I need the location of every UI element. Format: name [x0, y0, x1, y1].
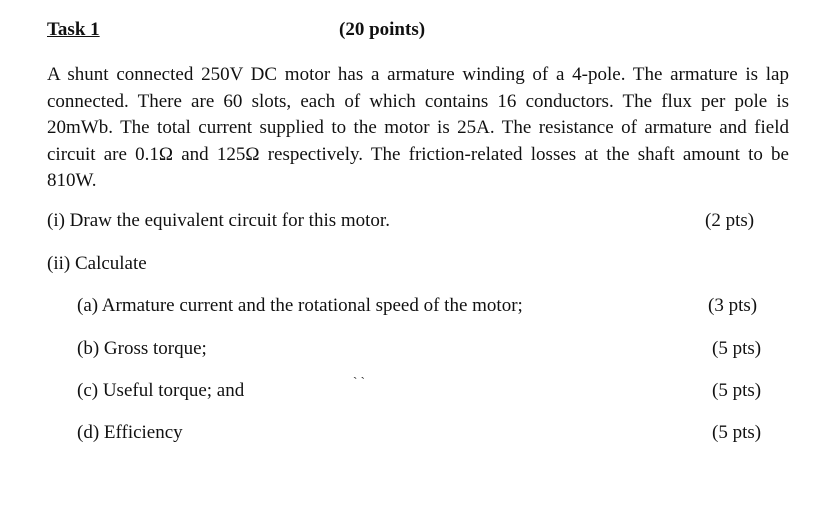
task-title: Task 1 — [47, 19, 100, 40]
question-d-points: (5 pts) — [712, 422, 762, 443]
question-i-points: (2 pts) — [705, 210, 755, 231]
question-b-points: (5 pts) — [712, 338, 762, 359]
question-d: (d) Efficiency — [77, 422, 183, 443]
question-a: (a) Armature current and the rotational speed of the motor; — [77, 295, 523, 316]
question-ii: (ii) Calculate — [47, 253, 147, 274]
stray-mark: ` ` — [353, 374, 365, 389]
question-c-points: (5 pts) — [712, 380, 762, 401]
question-a-points: (3 pts) — [708, 295, 758, 316]
problem-statement: A shunt connected 250V DC motor has a armature winding of a 4-pole. The armature is lap connected. There are 60 slots, each of which contains 16 conductors. The flux per pole is 20mWb. The total current supplied to the motor is 25A. The resistance of armature and field circuit are 0.1Ω and 125Ω respectively. The friction-related losses at the shaft amount to be 810W. — [47, 64, 789, 191]
question-i: (i) Draw the equivalent circuit for this motor. — [47, 210, 390, 231]
question-b: (b) Gross torque; — [77, 338, 207, 359]
task-points: (20 points) — [339, 19, 426, 40]
question-c: (c) Useful torque; and — [77, 380, 245, 401]
